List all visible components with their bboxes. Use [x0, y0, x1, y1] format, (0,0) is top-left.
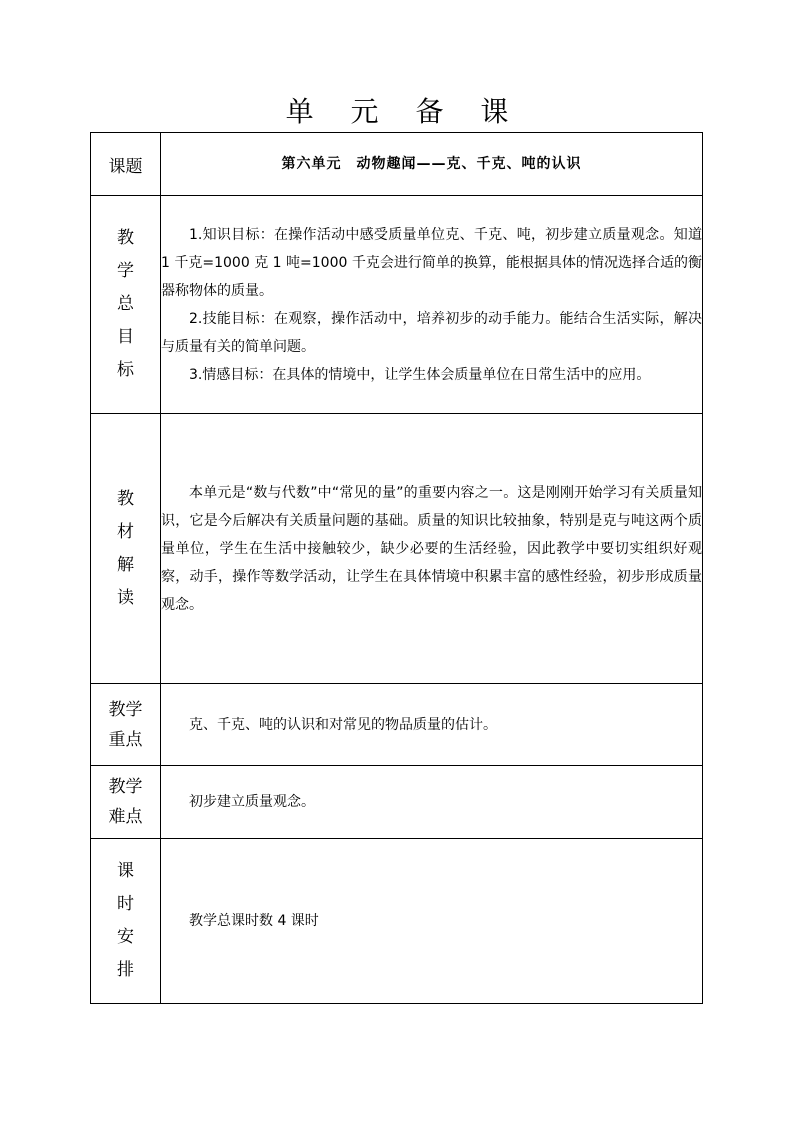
schedule-label — [91, 839, 161, 1004]
key-points-label-line: 重点 — [108, 729, 143, 750]
schedule-content — [161, 839, 703, 1004]
topic-label — [91, 133, 161, 196]
key-points-content — [161, 684, 703, 766]
topic-value: 第六单元 动物趣闻——克、千克、吨的认识 — [161, 133, 703, 196]
table-row-difficulties — [91, 766, 703, 839]
material-label-char: 材 — [117, 521, 134, 542]
topic-label-text: 课题 — [108, 156, 143, 177]
difficulties-text: 初步建立质量观念。 — [189, 794, 315, 810]
table-row-key-points — [91, 684, 703, 766]
goal-emotion: 3.情感目标：在具体的情境中，让学生体会质量单位在日常生活中的应用。 — [189, 366, 651, 383]
difficulties-label-line: 难点 — [108, 807, 143, 827]
page-title: 单 元 备 课 — [285, 95, 523, 128]
table-row-schedule — [91, 839, 703, 1004]
lesson-plan-table — [90, 132, 703, 1004]
key-points-text: 克、千克、吨的认识和对常见的物品质量的估计。 — [189, 716, 497, 733]
table-row-topic — [91, 133, 703, 196]
schedule-text: 教学总课时数 4 课时 — [189, 913, 319, 929]
schedule-label-char: 课 — [117, 861, 134, 881]
goals-label-char: 教 — [117, 228, 134, 248]
material-content — [161, 414, 703, 684]
goals-label-char: 目 — [117, 327, 134, 347]
table-row-material — [91, 414, 703, 684]
key-points-label-line: 教学 — [108, 699, 143, 720]
material-label-char: 读 — [117, 587, 134, 608]
key-points-label — [91, 684, 161, 766]
difficulties-content — [161, 766, 703, 839]
schedule-label-char: 时 — [117, 894, 134, 914]
material-label-char: 教 — [117, 488, 134, 509]
goal-knowledge: 1.知识目标：在操作活动中感受质量单位克、千克、吨，初步建立质量观念。知道 1 千克=1000 克 1 吨=1000 千克会进行简单的换算，能根据具体的情况选择合适的衡器称物体的质量。 — [161, 226, 702, 299]
material-label — [91, 414, 161, 684]
goals-content — [161, 196, 703, 414]
material-text: 本单元是“数与代数”中“常见的量”的重要内容之一。这是刚刚开始学习有关质量知识，它是今后解决有关质量问题的基础。质量的知识比较抽象，特别是克与吨这两个质量单位，学生在生活中接触较少，缺少必要的生活经验，因此教学中要切实组织好观察，动手，操作等数学活动，让学生在具体情境中积累丰富的感性经验，初步形成质量观念。 — [161, 484, 702, 613]
schedule-label-char: 排 — [117, 960, 134, 980]
goal-skill: 2.技能目标：在观察，操作活动中，培养初步的动手能力。能结合生活实际，解决与质量有关的简单问题。 — [161, 310, 702, 355]
table-row-goals — [91, 196, 703, 414]
goals-label-char: 标 — [117, 360, 134, 380]
difficulties-label-line: 教学 — [108, 777, 143, 797]
goals-label-char: 学 — [117, 261, 134, 281]
goals-label-char: 总 — [117, 294, 134, 314]
difficulties-label — [91, 766, 161, 839]
schedule-label-char: 安 — [117, 927, 134, 947]
goals-label — [91, 196, 161, 414]
material-label-char: 解 — [117, 554, 134, 575]
